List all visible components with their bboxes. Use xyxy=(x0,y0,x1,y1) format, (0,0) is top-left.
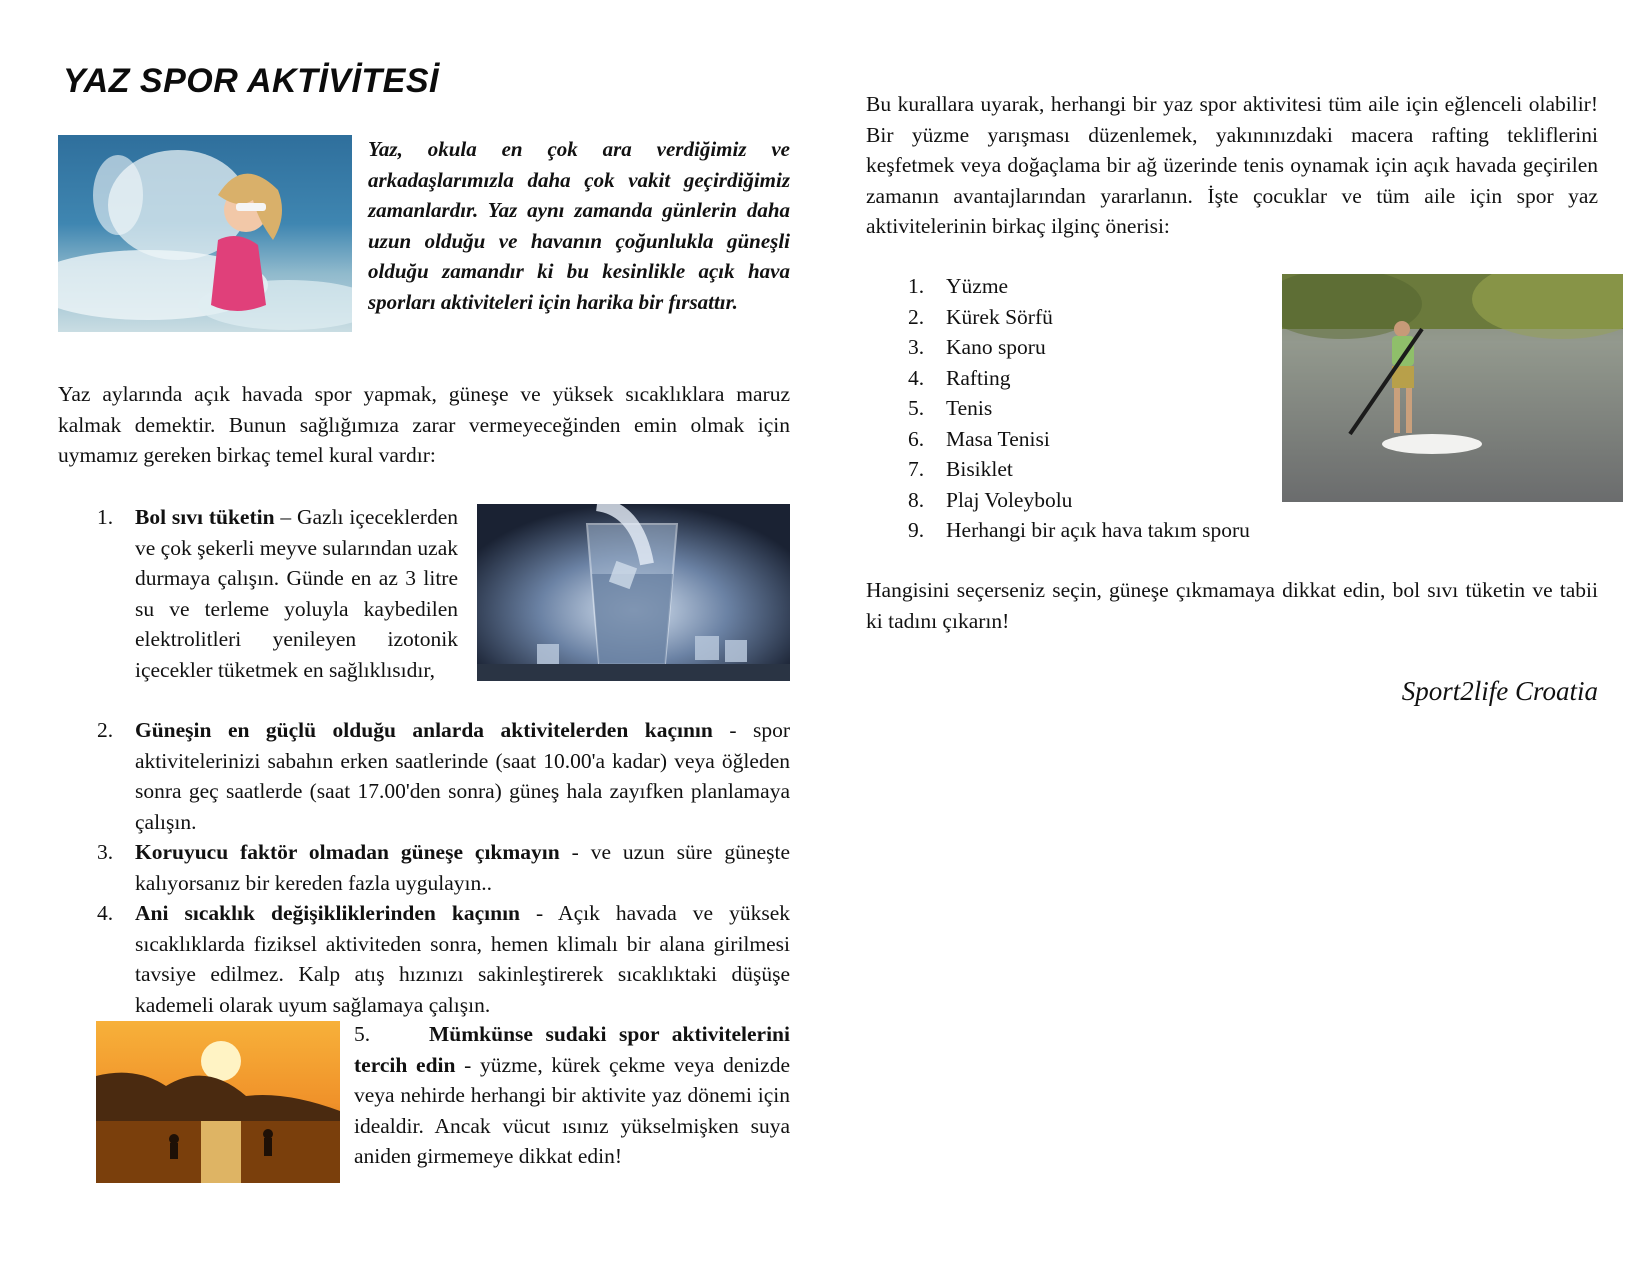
list-item: 7. Bisiklet xyxy=(908,457,1013,481)
signature: Sport2life Croatia xyxy=(1401,676,1598,706)
list-item: 4. Rafting xyxy=(908,365,1011,390)
rule-text: – Gazlı içeceklerden ve çok şekerli meyve sularından uzak durmaya çalışın. Günde en az 3 litre su ve terleme yoluyla kaybedilen elektrolitleri yenileyen izotonik içecekler tüketmek en sağlıklısıdır, xyxy=(135,505,458,682)
rule-number: 1. xyxy=(97,505,114,529)
rule-item-4 xyxy=(97,898,790,1020)
list-item: 3. Kano sporu xyxy=(908,335,1046,359)
rule-number: 4. xyxy=(97,901,114,925)
list-item: 2. Kürek Sörfü xyxy=(908,304,1053,329)
rule-heading: Bol sıvı tüketin xyxy=(135,505,275,529)
intro-paragraph: Yaz, okula en çok ara verdiğimiz ve arkadaşlarımızla daha çok vakit geçirdiğimiz zamanlardır. Yaz aynı zamanda günlerin daha uzun olduğu ve havanın çoğunlukla güneşli olduğu zamandır ki bu kesinlikle açık hava sporları aktiviteleri için harika bir fırsattır. xyxy=(368,137,790,314)
list-item: 6. Masa Tenisi xyxy=(908,426,1050,451)
rule-item-1 xyxy=(97,502,458,685)
child-splashing-photo xyxy=(58,135,352,332)
rule-heading: Ani sıcaklık değişikliklerinden kaçının xyxy=(135,901,521,925)
rule-heading: Güneşin en güçlü olduğu anlarda aktivitelerden kaçının xyxy=(135,718,713,742)
rule-text: - ve uzun süre güneşte kalıyorsanız bir kereden fazla uygulayın.. xyxy=(135,840,790,895)
rule-number: 2. xyxy=(97,718,114,742)
list-item: 1. Yüzme xyxy=(908,274,1009,298)
rule-number: 5. xyxy=(354,1022,371,1046)
page-title: YAZ SPOR AKTİVİTESİ xyxy=(63,62,439,100)
rule-heading: Koruyucu faktör olmadan güneşe çıkmayın xyxy=(135,840,560,864)
rule-heading: Mümkünse sudaki spor aktivitelerini tercih edin xyxy=(354,1022,790,1077)
rule-item-2 xyxy=(97,715,790,837)
list-item: 8. Plaj Voleybolu xyxy=(908,487,1073,512)
rule-item-5 xyxy=(354,1019,790,1172)
rule-text: - Açık havada ve yüksek sıcaklıklarda fiziksel aktiviteden sonra, hemen klimalı bir alana girilmesi tavsiye edilmez. Kalp atış hızınızı sakinleştirerek sıcaklıktaki düşüşe kademeli olarak uyum sağlamaya çalışın. xyxy=(135,901,790,1017)
rule-number: 3. xyxy=(97,840,114,864)
rules-intro-paragraph: Yaz aylarında açık havada spor yapmak, güneşe ve yüksek sıcaklıklara maruz kalmak demektir. Bunun sağlığımıza zarar vermeyeceğinden emin olmak için uymamız gereken birkaç temel kural vardır: xyxy=(58,382,790,467)
suggestions-intro-paragraph: Bu kurallara uyarak, herhangi bir yaz spor aktivitesi tüm aile için eğlenceli olabilir! Bir yüzme yarışması düzenlemek, yakınınızdaki macera rafting tekliflerini keşfetmek veya doğaçlama bir ağ üzerinde tenis oynamak için açık havada geçirilen zamanın avantajlarından yararlanın. İşte çocuklar ve tüm aile için spor yaz aktivitelerinin birkaç ilginç önerisi: xyxy=(866,92,1598,238)
sunset-sea-photo xyxy=(96,1021,340,1183)
rule-text: - spor aktivitelerinizi sabahın erken saatlerinde (saat 10.00'a kadar) veya öğleden sonra geç saatlerde (saat 17.00'den sonra) güneş hala zayıfken planlamaya çalışın. xyxy=(135,718,790,834)
closing-paragraph: Hangisini seçerseniz seçin, güneşe çıkmamaya dikkat edin, bol sıvı tüketin ve tabii ki tadını çıkarın! xyxy=(866,578,1598,633)
water-glass-photo xyxy=(477,504,790,681)
sports-list xyxy=(908,271,1250,546)
list-item: 5. Tenis xyxy=(908,396,993,420)
paddle-board-photo xyxy=(1282,274,1623,502)
list-item: 9. Herhangi bir açık hava takım sporu xyxy=(908,518,1250,542)
rule-item-3 xyxy=(97,837,790,898)
rule-text: - yüzme, kürek çekme veya denizde veya nehirde herhangi bir aktivite yaz dönemi için idealdir. Ancak vücut ısınız yükselmişken suya aniden girmemeye dikkat edin! xyxy=(354,1052,790,1168)
